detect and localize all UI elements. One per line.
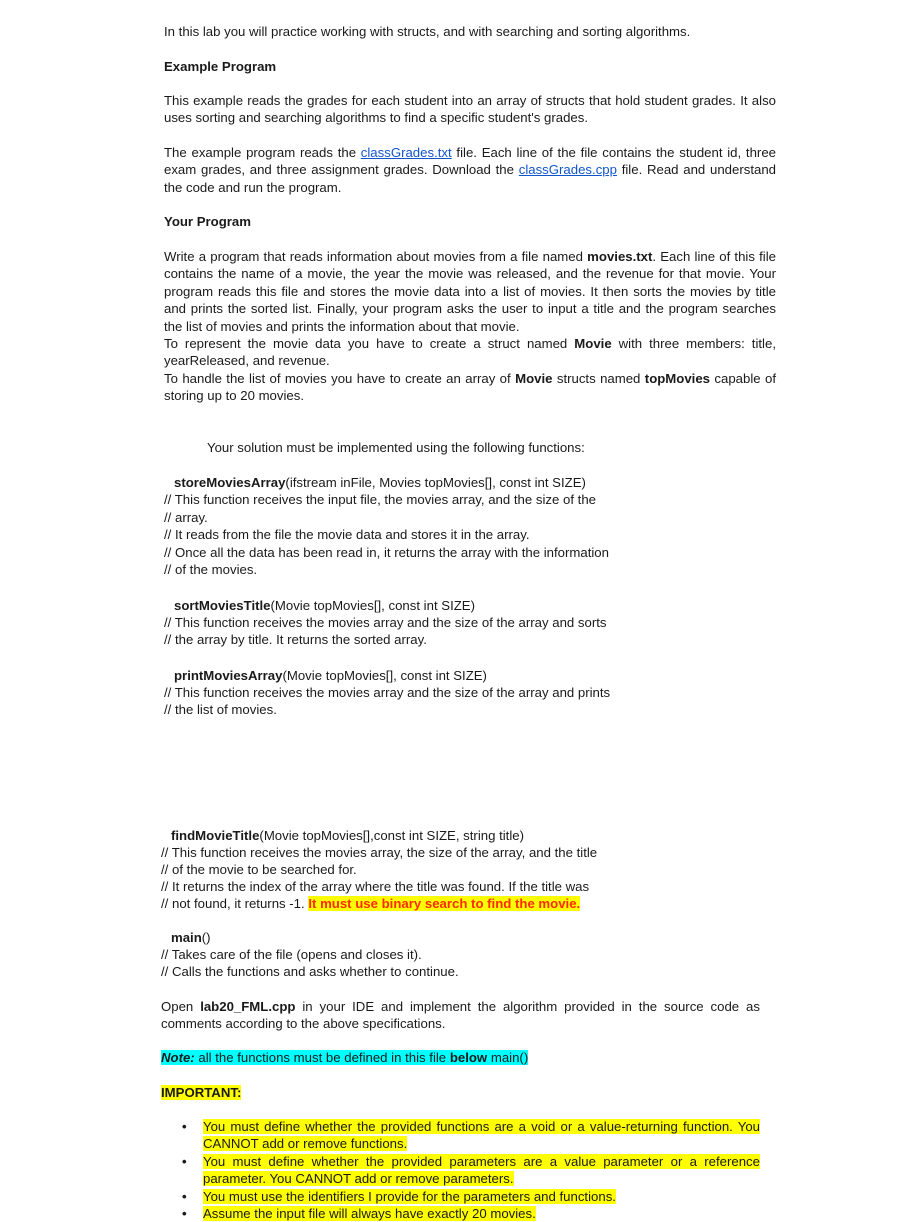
store-comment-line: // It reads from the file the movie data and stores it in the array. — [164, 527, 530, 542]
sort-comment-line: // the array by title. It returns the sorted array. — [164, 632, 427, 647]
important-heading — [161, 1084, 241, 1101]
print-comment-line: // the list of movies. — [164, 702, 277, 717]
important-item — [182, 1153, 760, 1188]
store-comment-line: // This function receives the input file, the movies array, and the size of the — [164, 492, 596, 507]
print-movies-params: (Movie topMovies[], const int SIZE) — [282, 668, 487, 683]
store-comment-line: // array. — [164, 510, 208, 525]
store-movies-params: (ifstream inFile, Movies topMovies[], const int SIZE) — [285, 475, 586, 490]
note-below: below — [449, 1050, 488, 1065]
find-movie-name: findMovieTitle — [171, 828, 260, 843]
main-name: main — [171, 930, 202, 945]
example-p2-text-c: file. Read and understand the code and run the program. — [164, 162, 777, 195]
yp-p2-b: with three members: title, yearReleased, and revenue. — [164, 336, 776, 369]
yp-p1-a: Write a program that reads information about movies from a file named — [164, 249, 588, 264]
yp-p2-a: To represent the movie data you have to create a struct named — [164, 336, 575, 352]
your-program-heading: Your Program — [164, 214, 251, 229]
important-heading-text: IMPORTANT: — [161, 1085, 242, 1100]
example-p2-text-b: file. Each line of the file contains the student id, three exam grades, and three assignment grades. Download the — [164, 145, 776, 178]
store-movies-signature — [174, 474, 586, 491]
note-highlight — [161, 1050, 528, 1065]
find-comment-line: // of the movie to be searched for. — [161, 862, 357, 877]
open-text-a: Open — [161, 999, 201, 1014]
open-text-b: in your IDE and implement the algorithm provided in the source code as comments according to the above specifications. — [161, 999, 760, 1032]
bullet-icon: • — [182, 1153, 187, 1169]
your-program-p1 — [164, 248, 776, 335]
find-movie-params: (Movie topMovies[],const int SIZE, string title) — [259, 828, 524, 843]
note-text-b: main() — [487, 1050, 529, 1065]
find-comment-last-line — [161, 895, 580, 912]
important-list — [182, 1118, 760, 1222]
class-grades-txt-link[interactable]: classGrades.txt — [360, 145, 452, 160]
example-p2-text-a: The example program reads the — [164, 145, 361, 160]
yp-p3-a: To handle the list of movies you have to create an array of — [164, 370, 516, 386]
bullet-icon: • — [182, 1188, 187, 1204]
important-item-text: You must define whether the provided parameters are a value parameter or a reference parameter. You CANNOT add or remove parameters. — [203, 1153, 760, 1187]
important-item-text: You must use the identifiers I provide for the parameters and functions. — [203, 1188, 616, 1204]
note-label: Note: — [161, 1050, 195, 1065]
find-comment-line: // This function receives the movies array, the size of the array, and the title — [161, 845, 598, 860]
movie-struct-name: Movie — [574, 336, 612, 352]
yp-p1-b: . Each line of this file contains the name of a movie, the year the movie was released, and the revenue for that movie. Your program reads this file and stores the movie data into a list of movies. It then sorts the movies by title and prints the sorted list. Finally, your program asks the user to input a title and the program searches the list of movies and prints the information about that movie. — [164, 249, 776, 334]
main-signature — [171, 929, 211, 946]
sort-movies-name: sortMoviesTitle — [174, 598, 271, 613]
main-params: () — [201, 930, 211, 945]
sort-movies-signature — [174, 597, 475, 614]
lab-file-name: lab20_FML.cpp — [200, 999, 296, 1014]
bullet-icon: • — [182, 1119, 187, 1134]
functions-intro: Your solution must be implemented using the following functions: — [207, 440, 585, 455]
store-comment-line: // of the movies. — [164, 562, 258, 577]
your-program-p3 — [164, 370, 776, 405]
find-movie-signature — [171, 827, 524, 844]
top-movies-array-name: topMovies — [644, 370, 711, 386]
intro-text: In this lab you will practice working with structs, and with searching and sorting algorithms. — [164, 24, 691, 39]
important-item-text: You must define whether the provided functions are a void or a value-returning function. You CANNOT add or remove functions. — [203, 1119, 760, 1152]
print-movies-name: printMoviesArray — [174, 668, 283, 683]
find-comment-last-text: // not found, it returns -1. — [161, 896, 309, 911]
sort-movies-params: (Movie topMovies[], const int SIZE) — [270, 598, 475, 613]
note-line — [161, 1049, 528, 1066]
yp-p3-b: structs named — [552, 370, 645, 386]
important-item — [182, 1205, 760, 1222]
movies-file-name: movies.txt — [587, 249, 653, 264]
example-paragraph-1: This example reads the grades for each student into an array of structs that hold student grades. It also uses sorting and searching algorithms to find a specific student's grades. — [164, 93, 776, 126]
example-paragraph-2 — [164, 144, 776, 196]
find-comment-line: // It returns the index of the array where the title was found. If the title was — [161, 879, 590, 894]
your-program-paragraphs — [164, 248, 776, 405]
class-grades-cpp-link[interactable]: classGrades.cpp — [518, 162, 617, 178]
example-heading: Example Program — [164, 59, 277, 74]
open-file-paragraph — [161, 998, 760, 1033]
main-comment-line: // Takes care of the file (opens and closes it). — [161, 947, 422, 962]
movie-struct-name-2: Movie — [515, 370, 553, 386]
important-item — [182, 1118, 760, 1153]
print-movies-signature — [174, 667, 487, 684]
important-item-text: Assume the input file will always have exactly 20 movies. — [203, 1206, 536, 1222]
store-comment-line: // Once all the data has been read in, it returns the array with the information — [164, 545, 609, 560]
store-movies-name: storeMoviesArray — [174, 475, 286, 490]
main-comment-line: // Calls the functions and asks whether to continue. — [161, 964, 459, 979]
yp-p3-c: capable of storing up to 20 movies. — [164, 370, 776, 404]
note-text-a: all the functions must be defined in this file — [194, 1050, 450, 1065]
bullet-icon: • — [182, 1206, 187, 1222]
print-comment-line: // This function receives the movies array and the size of the array and prints — [164, 685, 611, 700]
sort-comment-line: // This function receives the movies array and the size of the array and sorts — [164, 615, 607, 630]
your-program-p2 — [164, 335, 776, 370]
binary-search-requirement: It must use binary search to find the movie. — [308, 896, 581, 911]
important-item — [182, 1188, 760, 1205]
